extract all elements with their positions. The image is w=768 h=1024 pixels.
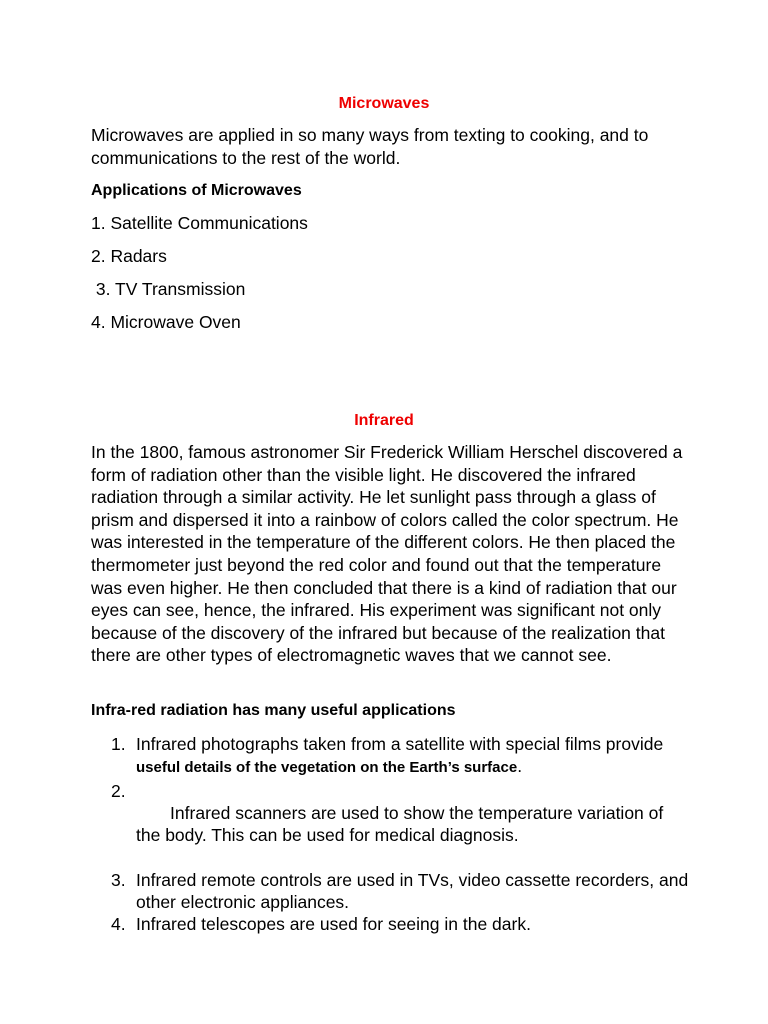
microwave-application-item: 2. Radars xyxy=(91,246,167,266)
list-item xyxy=(91,733,691,780)
microwaves-heading: Microwaves xyxy=(338,95,430,112)
list-item xyxy=(91,780,691,869)
microwave-application-item: 4. Microwave Oven xyxy=(91,312,241,332)
infrared-applications-heading: Infra-red radiation has many useful applications xyxy=(91,702,456,719)
list-item-tail: . xyxy=(517,756,523,777)
microwave-application-item: 1. Satellite Communications xyxy=(91,213,308,233)
list-number: 2. xyxy=(111,780,126,801)
list-number: 3. xyxy=(111,869,126,890)
list-item-text: Infrared photographs taken from a satellite with special films provide xyxy=(136,734,664,754)
list-number: 4. xyxy=(111,914,126,935)
list-item-text: Infrared remote controls are used in TVs, video cassette recorders, and other electronic appliances. xyxy=(136,869,689,913)
list-number: 1. xyxy=(111,734,126,754)
infrared-heading: Infrared xyxy=(354,412,414,429)
microwave-application-item: 3. TV Transmission xyxy=(91,279,246,299)
list-item-text: Infrared telescopes are used for seeing in the dark. xyxy=(136,914,531,935)
infrared-paragraph: In the 1800, famous astronomer Sir Frederick William Herschel discovered a form of radiation other than the visible light. He discovered the infrared radiation through a similar activity. He let sunlight pass through a glass of prism and dispersed it into a rainbow of colors called the color spectrum. He was interested in the temperature of the different colors. He then placed the thermometer just beyond the red color and found out that the temperature was even higher. He then concluded that there is a kind of radiation that our eyes can see, hence, the infrared. His experiment was significant not only because of the discovery of the infrared but because of the realization that there are other types of electromagnetic waves that we cannot see. xyxy=(91,442,683,666)
list-item-text: Infrared scanners are used to show the temperature variation of the body. This can be used for medical diagnosis. xyxy=(136,802,669,846)
infrared-applications-list xyxy=(91,733,691,936)
list-item-bold-text: useful details of the vegetation on the Earth’s surface xyxy=(136,759,518,777)
microwaves-intro: Microwaves are applied in so many ways from texting to cooking, and to communications to the rest of the world. xyxy=(91,125,649,168)
list-item xyxy=(91,869,691,914)
list-item xyxy=(91,913,691,935)
microwaves-applications-heading: Applications of Microwaves xyxy=(91,182,302,199)
